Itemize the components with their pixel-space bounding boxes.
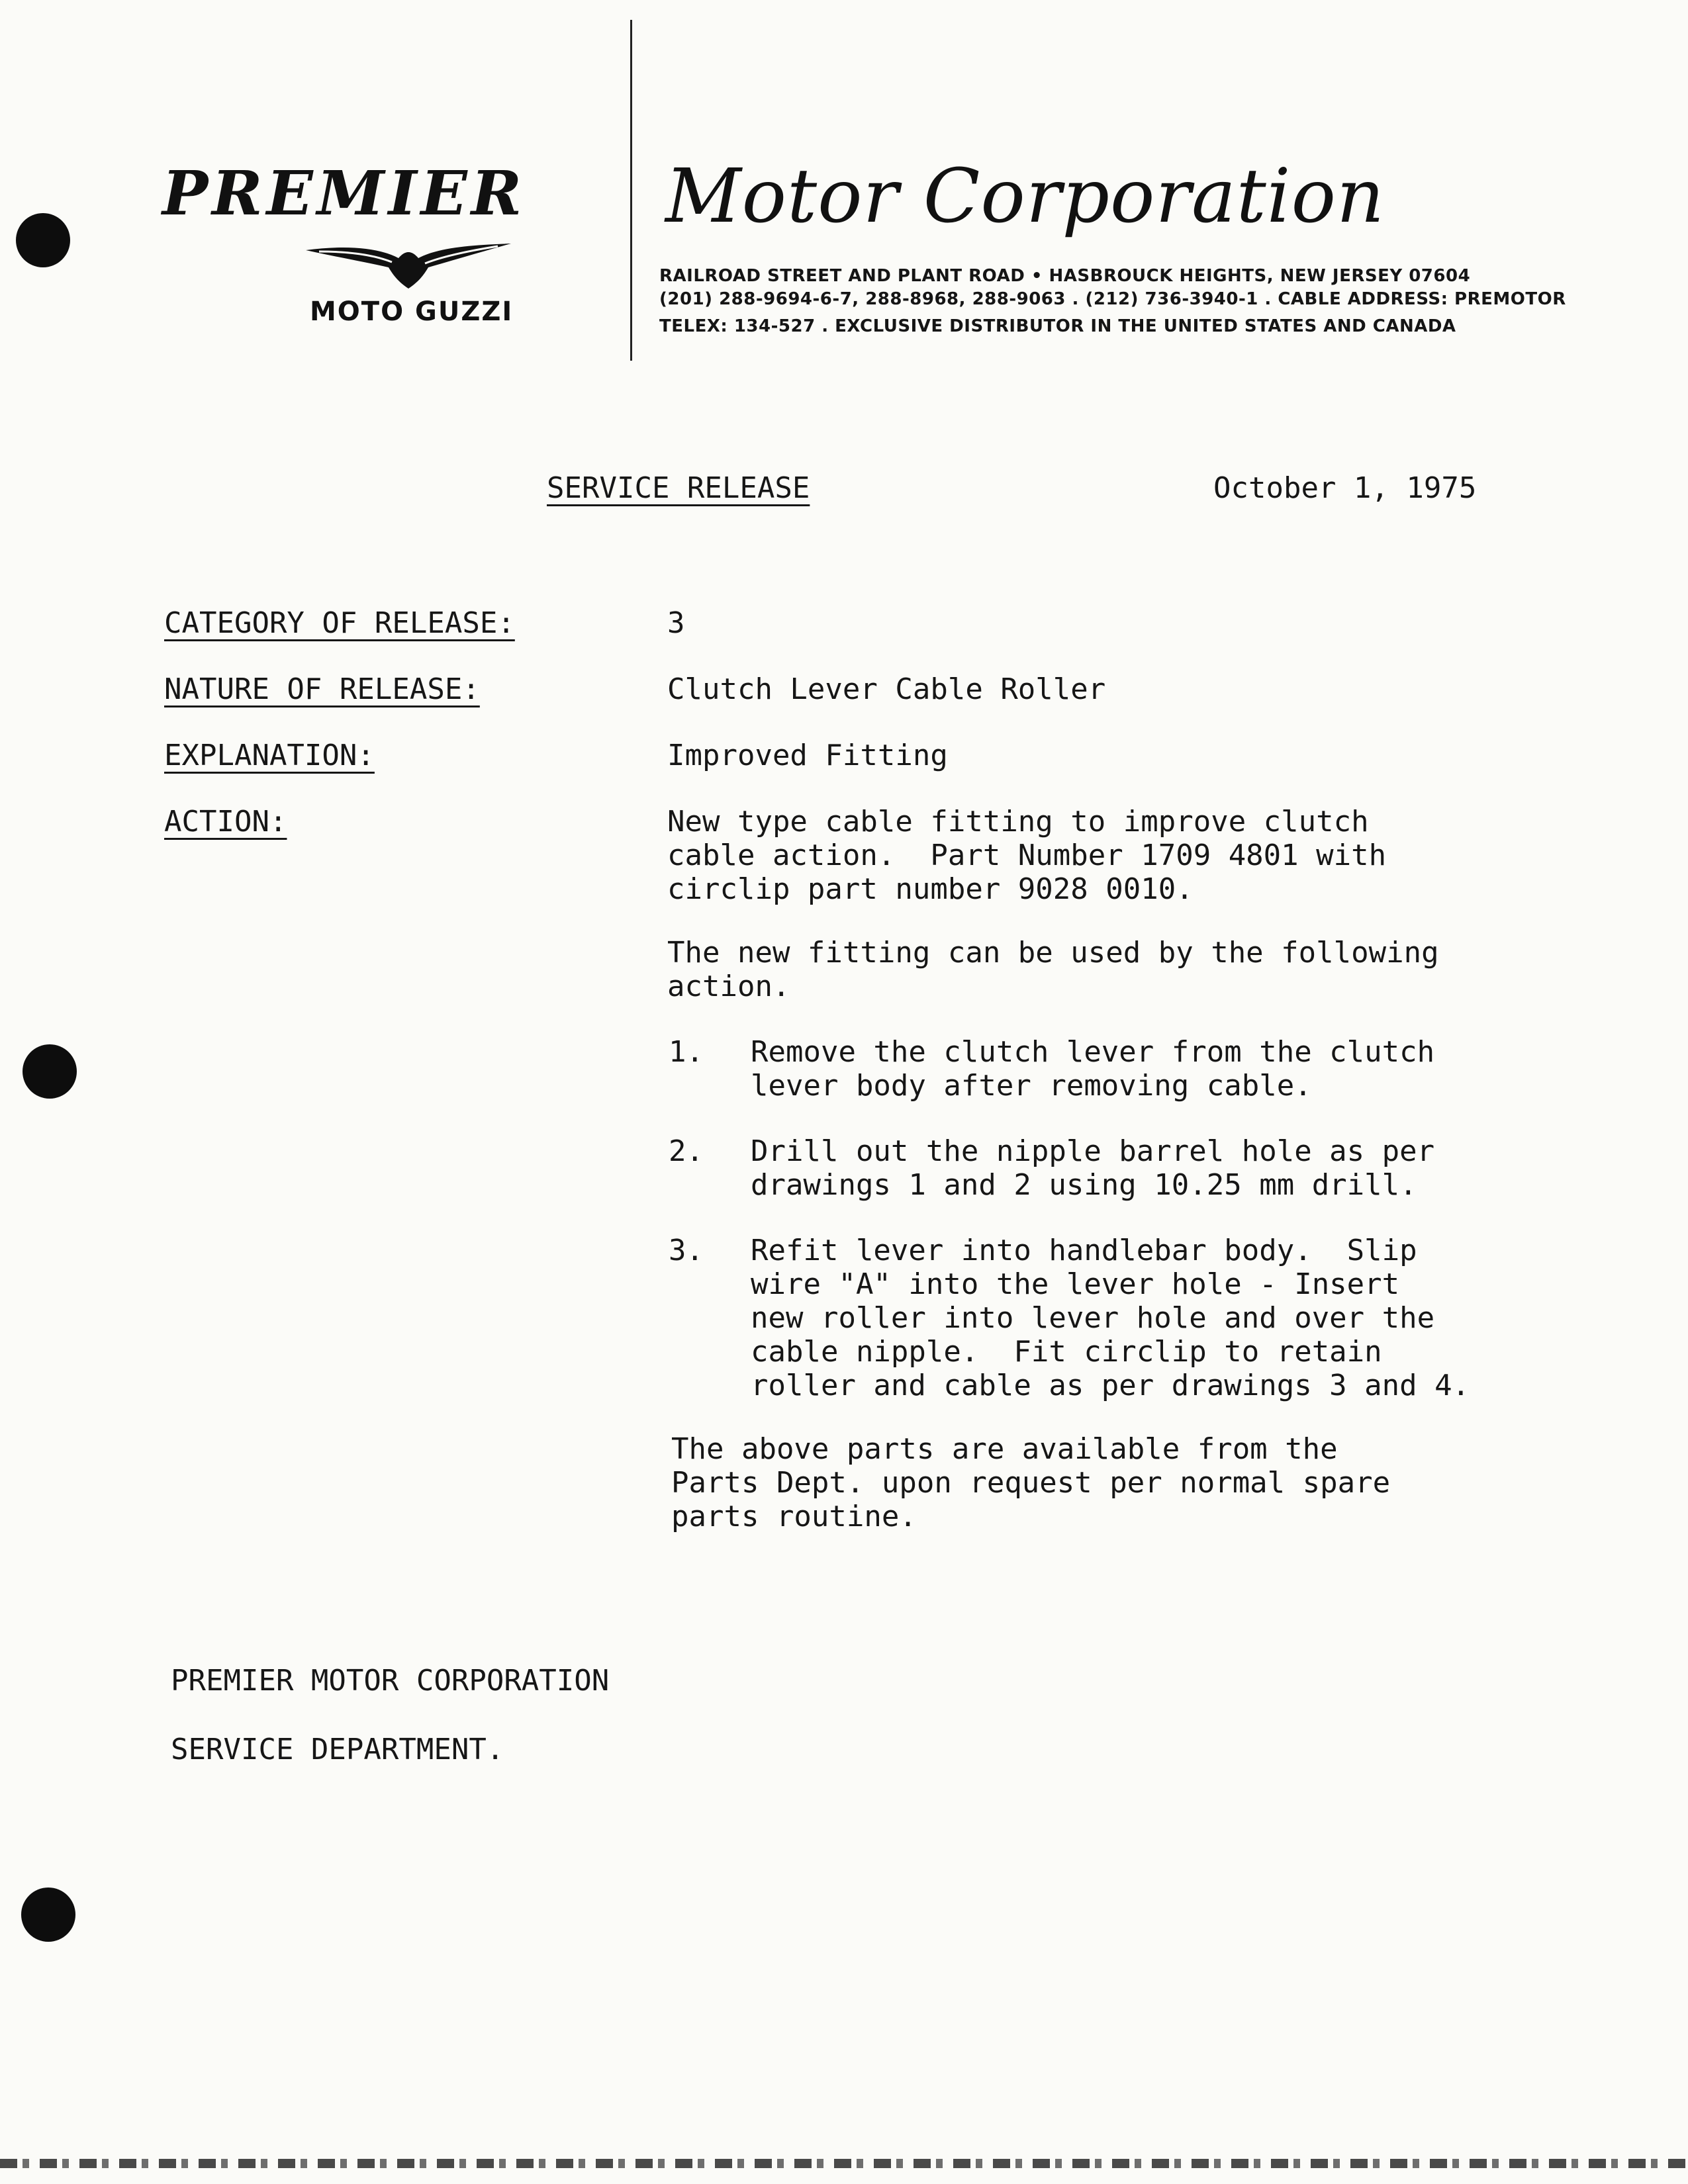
text-line: Remove the clutch lever from the clutch: [751, 1035, 1435, 1069]
company-script-name: Motor Corporation: [665, 154, 1385, 240]
signature-department: SERVICE DEPARTMENT.: [171, 1733, 504, 1766]
explanation-value: Improved Fitting: [667, 739, 948, 772]
text-line: The above parts are available from the: [671, 1432, 1338, 1466]
action-label: ACTION:: [164, 805, 287, 839]
eagle-logo-icon: [306, 238, 511, 291]
category-label: CATEGORY OF RELEASE:: [164, 606, 515, 640]
step-number: 3.: [669, 1234, 704, 1267]
brand-logo-text: PREMIER: [162, 158, 526, 229]
text-line: drawings 1 and 2 using 10.25 mm drill.: [751, 1168, 1417, 1202]
category-value: 3: [667, 606, 685, 640]
text-line: New type cable fitting to improve clutch: [667, 805, 1369, 839]
punch-hole-top: [16, 213, 70, 267]
text-line: new roller into lever hole and over the: [751, 1301, 1435, 1335]
text-line: action.: [667, 970, 790, 1003]
telex-line: TELEX: 134-527 . EXCLUSIVE DISTRIBUTOR IN THE UNITED STATES AND CANADA: [659, 316, 1456, 336]
text-line: Parts Dept. upon request per normal spare: [671, 1466, 1391, 1500]
signature-company: PREMIER MOTOR CORPORATION: [171, 1664, 610, 1698]
nature-label: NATURE OF RELEASE:: [164, 672, 480, 706]
punch-hole-middle: [23, 1044, 77, 1099]
document-date: October 1, 1975: [1213, 471, 1477, 505]
address-line: RAILROAD STREET AND PLANT ROAD • HASBROUCK HEIGHTS, NEW JERSEY 07604: [659, 266, 1471, 286]
nature-value: Clutch Lever Cable Roller: [667, 672, 1106, 706]
text-line: Drill out the nipple barrel hole as per: [751, 1134, 1435, 1168]
text-line: circlip part number 9028 0010.: [667, 872, 1194, 906]
scan-edge-artifact: [0, 2159, 1688, 2168]
text-line: lever body after removing cable.: [751, 1069, 1312, 1103]
text-line: cable nipple. Fit circlip to retain: [751, 1335, 1382, 1369]
text-line: cable action. Part Number 1709 4801 with: [667, 839, 1387, 872]
step-number: 1.: [669, 1035, 704, 1069]
explanation-label: EXPLANATION:: [164, 739, 375, 772]
text-line: parts routine.: [671, 1500, 917, 1533]
document-title: SERVICE RELEASE: [547, 471, 810, 505]
text-line: The new fitting can be used by the following: [667, 936, 1439, 970]
text-line: wire "A" into the lever hole - Insert: [751, 1267, 1400, 1301]
letterhead-divider: [630, 20, 632, 361]
text-line: Refit lever into handlebar body. Slip: [751, 1234, 1417, 1267]
phone-line: (201) 288-9694-6-7, 288-8968, 288-9063 . (212) 736-3940-1 . CABLE ADDRESS: PREMOTOR: [659, 289, 1566, 309]
sub-brand-name: MOTO GUZZI: [310, 296, 514, 327]
punch-hole-bottom: [21, 1888, 75, 1942]
step-number: 2.: [669, 1134, 704, 1168]
text-line: roller and cable as per drawings 3 and 4.: [751, 1369, 1470, 1402]
